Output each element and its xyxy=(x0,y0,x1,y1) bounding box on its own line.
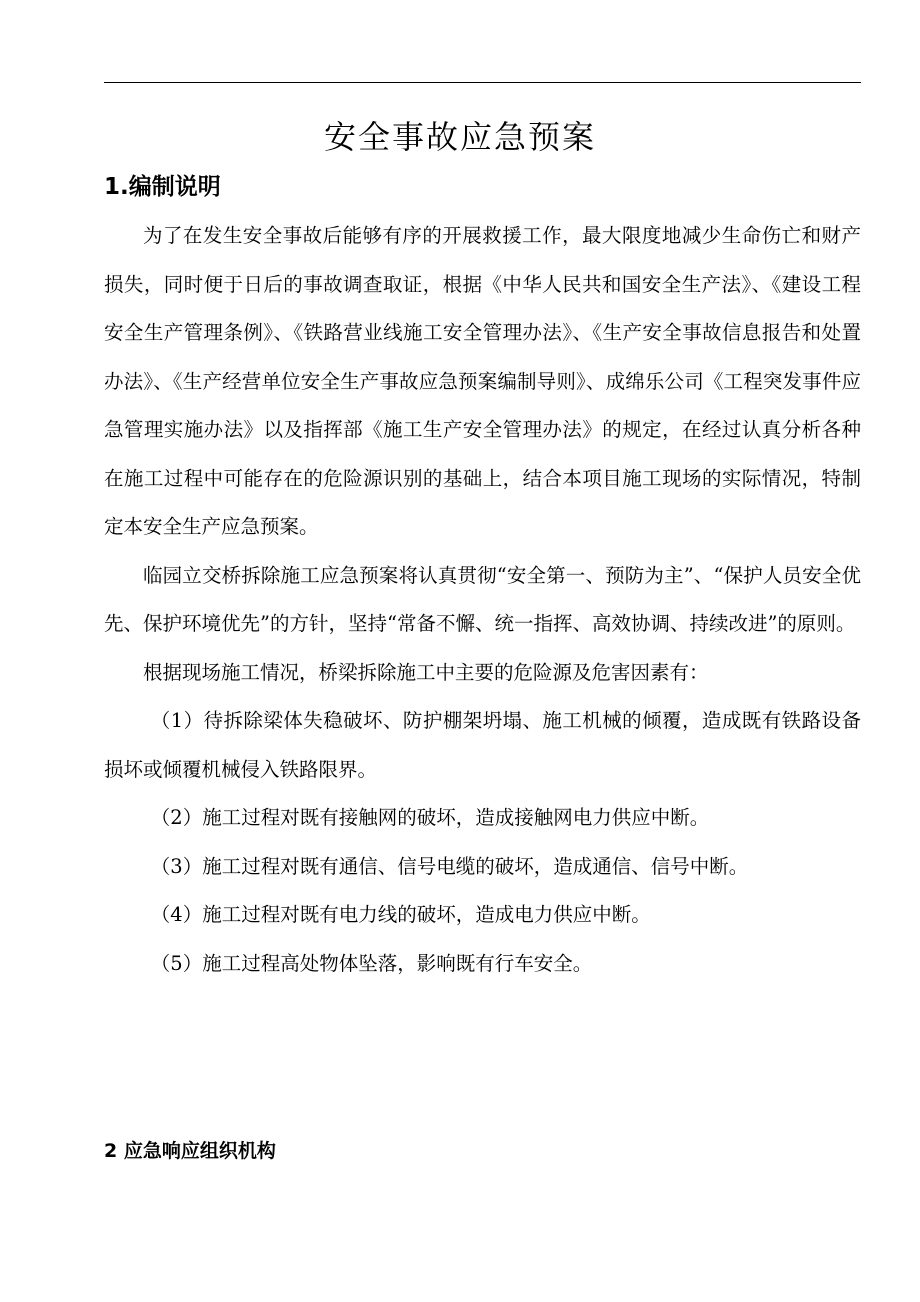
document-title: 安全事故应急预案 xyxy=(323,118,596,156)
hazard-item: （3）施工过程对既有通信、信号电缆的破坏，造成通信、信号中断。 xyxy=(150,854,749,878)
paragraph-hazards-intro: 根据现场施工情况，桥梁拆除施工中主要的危险源及危害因素有： xyxy=(143,660,709,684)
hazard-item: （1）待拆除梁体失稳破坏、防护棚架坍塌、施工机械的倾覆，造成既有铁路设备损坏或倾覆机械侵入铁路限界。 xyxy=(104,709,861,781)
header-rule xyxy=(104,82,861,83)
hazard-item: （4）施工过程对既有电力线的破坏，造成电力供应中断。 xyxy=(150,903,651,926)
section-1-heading: 1.编制说明 xyxy=(104,174,221,200)
paragraph-basis: 为了在发生安全事故后能够有序的开展救援工作，最大限度地减少生命伤亡和财产损失，同时便于日后的事故调查取证，根据《中华人民共和国安全生产法》、《建设工程安全生产管理条例》、《铁路营业线施工安全管理办法》、《生产安全事故信息报告和处置办法》、《生产经营单位安全生产事故应急预案编制导则》、成绵乐公司《工程突发事件应急管理实施办法》以及指挥部《施工生产安全管理办法》的规定，在经过认真分析各种在施工过程中可能存在的危险源识别的基础上，结合本项目施工现场的实际情况，特制定本安全生产应急预案。 xyxy=(104,224,861,538)
section-1-body xyxy=(104,212,861,988)
hazard-item: （5）施工过程高处物体坠落，影响既有行车安全。 xyxy=(150,951,593,975)
paragraph-principles: 临园立交桥拆除施工应急预案将认真贯彻“安全第一、预防为主”、“保护人员安全优先、保护环境优先”的方针，坚持“常备不懈、统一指挥、高效协调、持续改进”的原则。 xyxy=(104,563,861,635)
section-2-heading: 2 应急响应组织机构 xyxy=(104,1140,276,1162)
hazard-item: （2）施工过程对既有接触网的破坏，造成接触网电力供应中断。 xyxy=(150,806,710,829)
